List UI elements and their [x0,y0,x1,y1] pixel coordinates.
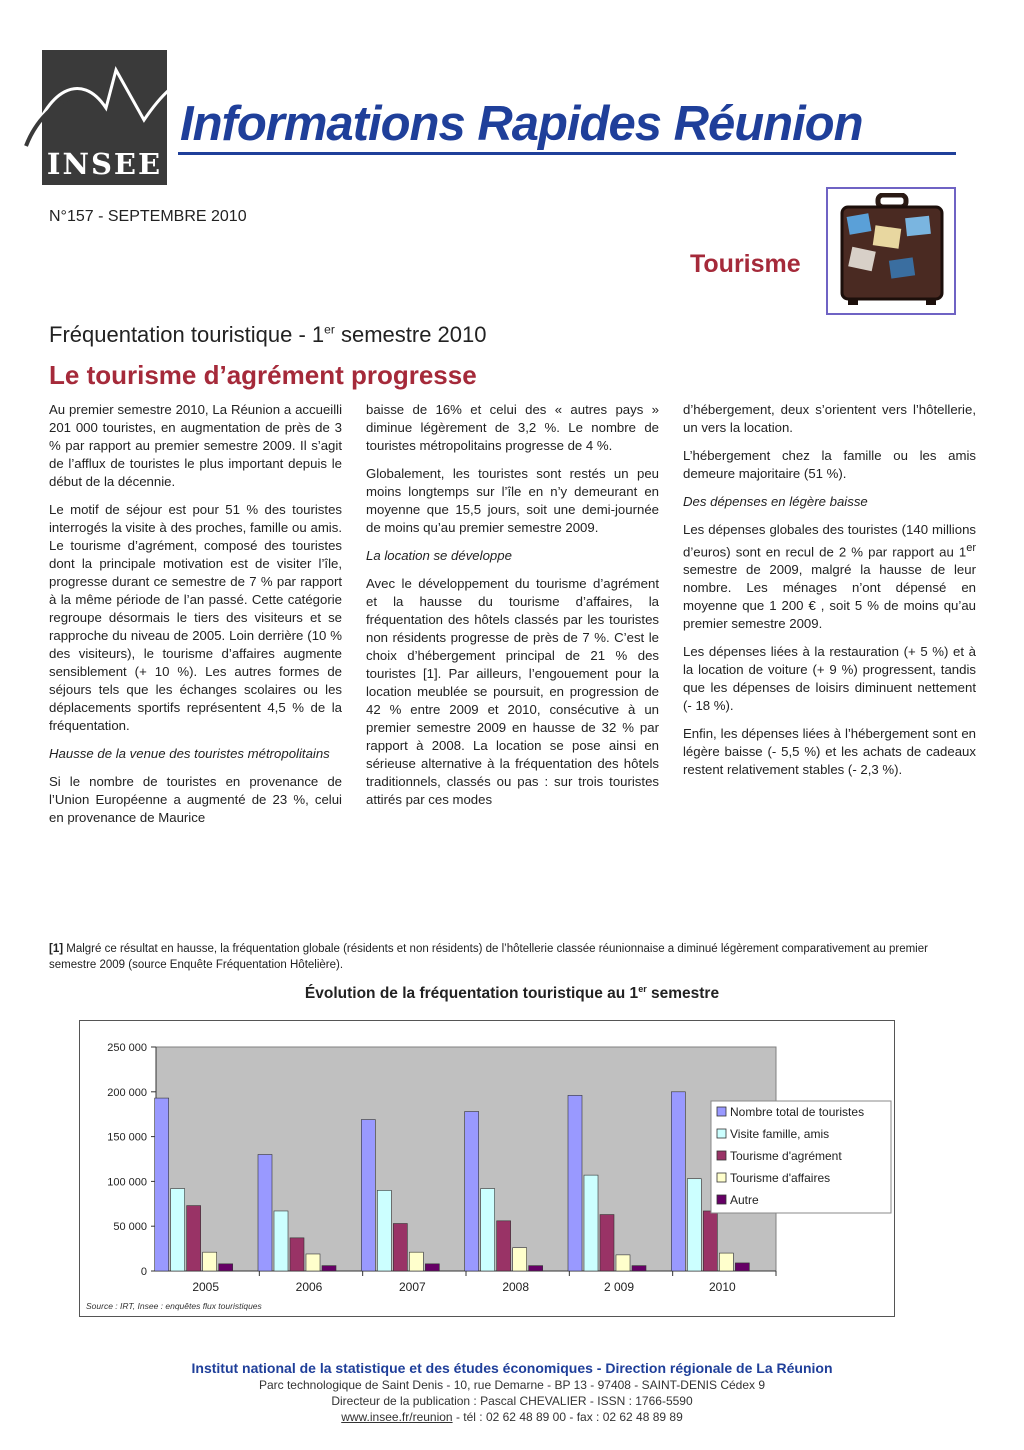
legend-swatch [717,1151,726,1160]
bar-0-4 [219,1264,233,1271]
bar-5-1 [687,1179,701,1271]
legend-swatch [717,1107,726,1116]
article-kicker: Fréquentation touristique - 1er semestre 2010 [49,322,487,347]
column-3 [683,401,976,789]
bar-3-2 [497,1221,511,1271]
x-tick-label: 2008 [502,1280,530,1294]
paragraph: Enfin, les dépenses liées à l’hébergement sont en légère baisse (- 5,5 %) et les achats de cadeaux restent relativement stables (- 2,3 %). [683,726,976,778]
bar-chart [80,1021,896,1318]
bar-3-0 [465,1112,479,1271]
chart-source: Source : IRT, Insee : enquêtes flux touristiques [86,1301,262,1311]
paragraph: Si le nombre de touristes en provenance de l’Union Européenne a augmenté de 23 %, celui en provenance de Maurice [49,774,342,825]
footer-address: Parc technologique de Saint Denis - 10, rue Demarne - BP 13 - 97408 - SAINT-DENIS Cédex 9 [258,1378,766,1392]
subheading: Des dépenses en légère baisse [683,494,868,509]
legend-swatch [717,1195,726,1204]
paragraph: L’hébergement chez la famille ou les amis demeure majoritaire (51 %). [683,448,976,481]
subheading: Hausse de la venue des touristes métropolitains [49,746,330,761]
bar-2-2 [393,1224,407,1271]
suitcase-photo [826,187,956,315]
bar-5-3 [719,1253,733,1271]
bar-1-0 [258,1155,272,1271]
legend-label: Nombre total de touristes [730,1105,865,1119]
y-tick-label: 150 000 [107,1131,147,1144]
bar-0-1 [171,1189,185,1271]
subheading: La location se développe [366,548,512,563]
section-label: Tourisme [690,250,801,278]
bar-0-3 [203,1252,217,1271]
bar-1-1 [274,1211,288,1271]
paragraph: Les dépenses liées à la restauration (+ 5 %) et à la location de voiture (+ 9 %) progressent, tandis que les dépenses de loisirs diminuent nettement (- 18 %). [683,644,976,714]
bar-4-2 [600,1215,614,1271]
paragraph: Avec le développement du tourisme d’agrément et la hausse du tourisme d’affaires, la fréquentation des hôtels classés par les touristes non résidents progresse de près de 7 %. C’est le choix d’hébergement principal de 21 % des touristes [1]. Par ailleurs, l’engouement pour la location meublée se poursuit, en progression de 42 % entre 2009 et 2010, consécutive à un premier semestre 2009 en hausse de 32 % par rapport à 2008. La location se pose ainsi en sérieuse alternative à la fréquentation des hôtels traditionnels, classés ou pas : sur trois touristes attirés par ces modes [366,576,659,807]
x-tick-label: 2005 [192,1280,220,1294]
paragraph: Les dépenses globales des touristes (140 millions d’euros) sont en recul de 2 % par rapport au 1er semestre de 2009, malgré la hausse de leur nombre. Les ménages n’ont dépensé en moyenne que 1 200 € , soit 5 % de moins qu’au premier semestre 2009. [683,522,976,632]
bar-2-3 [409,1252,423,1271]
bar-5-4 [735,1263,749,1271]
y-tick-label: 0 [140,1266,147,1278]
x-tick-label: 2007 [398,1280,426,1294]
suitcase-icon [834,193,950,311]
legend-label: Visite famille, amis [730,1127,830,1141]
website-link[interactable]: www.insee.fr/reunion [341,1410,453,1424]
masthead-title: Informations Rapides Réunion [180,97,863,151]
legend-label: Tourisme d'affaires [730,1171,831,1185]
legend-swatch [717,1173,726,1182]
bar-2-1 [377,1190,391,1271]
footer-institution: Institut national de la statistique et des études économiques - Direction régionale de La Réunion [191,1360,833,1376]
footer-director: Directeur de la publication : Pascal CHEVALIER - ISSN : 1766-5590 [331,1394,693,1408]
y-tick-label: 200 000 [107,1086,147,1099]
bar-1-3 [306,1254,320,1271]
article-headline: Le tourisme d’agrément progresse [49,360,477,390]
bar-4-1 [584,1175,598,1271]
footer-contact: www.insee.fr/reunion - tél : 02 62 48 89 00 - fax : 02 62 48 89 89 [341,1410,683,1424]
y-tick-label: 250 000 [107,1042,147,1054]
paragraph: baisse de 16% et celui des « autres pays » diminue légèrement de 3,2 %. Le nombre de touristes métropolitains progresse de 4 %. [366,402,659,453]
legend-swatch [717,1129,726,1138]
paragraph: Au premier semestre 2010, La Réunion a accueilli 201 000 touristes, en augmentation de près de 3 % par rapport au premier semestre 2009. Il s’agit de l’afflux de touristes le plus important depuis le début de la décennie. [49,402,342,489]
y-tick-label: 50 000 [113,1221,147,1234]
x-tick-label: 2006 [295,1280,323,1294]
bar-3-4 [529,1266,543,1271]
bar-2-4 [425,1264,439,1271]
bar-4-3 [616,1255,630,1271]
bar-2-0 [361,1120,375,1271]
bar-5-2 [703,1211,717,1271]
logo-text: INSEE [46,147,163,181]
chart-title: Évolution de la fréquentation touristique au 1er semestre [304,984,720,1003]
footer [0,1360,1024,1425]
masthead-rule [178,152,956,155]
bar-0-0 [155,1098,169,1271]
paragraph: d’hébergement, deux s’orientent vers l’hôtellerie, un vers la location. [683,402,976,435]
bar-4-0 [568,1095,582,1271]
y-tick-label: 100 000 [107,1176,147,1189]
issue-number: N°157 - SEPTEMBRE 2010 [49,208,247,225]
bar-4-4 [632,1266,646,1271]
paragraph: Le motif de séjour est pour 51 % des touristes interrogés la visite à des proches, famille ou amis. Le tourisme d’agrément, composé des touristes dont la principale motivation est de visiter l’île, progresse durant ce semestre de 7 % par rapport à la même période de l’an passé. Cette catégorie regroupe désormais le tiers des visiteurs et se rapproche du niveau de 2005. Loin derrière (10 % des visiteurs), le tourisme d’affaires augmente sensiblement (+ 10 %). Les autres formes de séjours tels que les échanges scolaires ou les déplacements sportifs représentent 4,5 % de la fréquentation. [49,502,342,733]
chart-frame [79,1020,895,1317]
footnote: [1] Malgré ce résultat en hausse, la fréquentation globale (résidents et non résidents) de l’hôtellerie classée réunionnaise a diminué légèrement comparativement au premier semestre 2009 (source Enquête Fréquentation Hôtelière). [49,943,928,971]
logo-curve-icon [26,50,186,160]
bar-1-2 [290,1238,304,1271]
insee-logo [42,50,167,185]
legend-label: Tourisme d'agrément [730,1149,842,1163]
column-2 [366,401,659,819]
paragraph: Globalement, les touristes sont restés un peu moins longtemps sur l’île en n’y demeurant en moyenne que 15,5 jours, soit une demi-journée de moins qu’au premier semestre 2009. [366,466,659,535]
bar-1-4 [322,1266,336,1271]
bar-5-0 [671,1092,685,1271]
bar-3-1 [481,1189,495,1271]
bar-3-3 [513,1248,527,1271]
x-tick-label: 2010 [708,1280,736,1294]
bar-0-2 [187,1206,201,1271]
column-1 [49,401,342,837]
x-tick-label: 2 009 [603,1280,635,1294]
legend-label: Autre [730,1193,759,1207]
